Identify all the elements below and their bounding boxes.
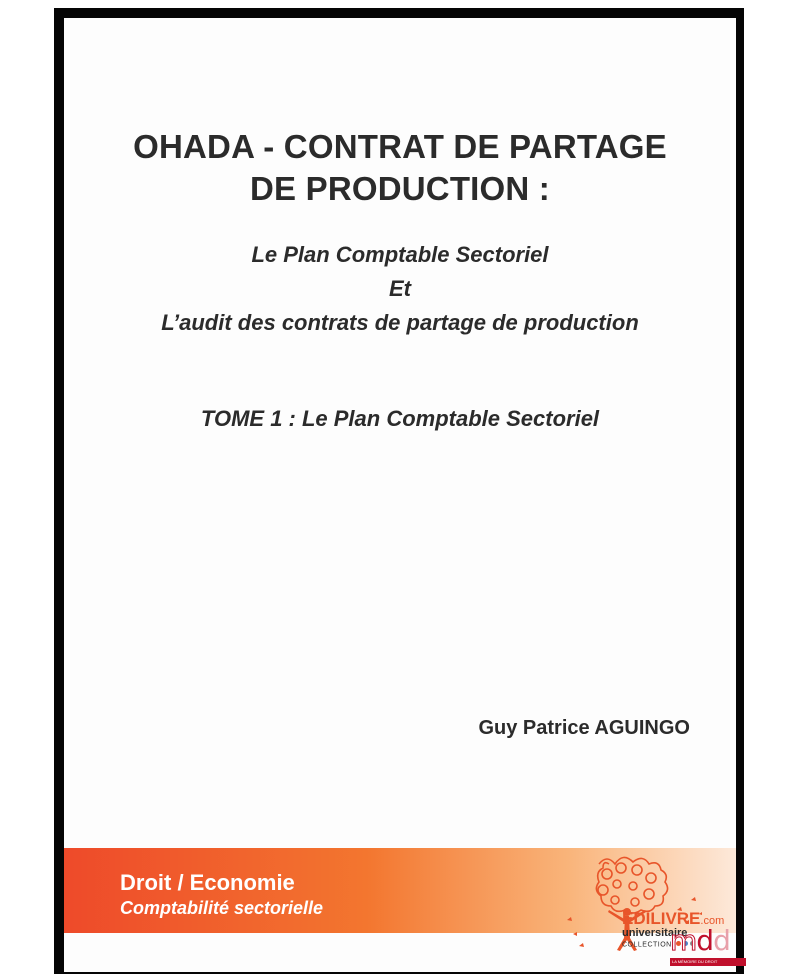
subtitle-line-3: L’audit des contrats de partage de production <box>161 310 639 335</box>
book-title <box>64 126 736 210</box>
publisher-collection: COLLECTION <box>622 940 695 949</box>
subcategory-label: Comptabilité sectorielle <box>120 898 324 918</box>
mdd-watermark-logo: mdd <box>670 924 730 957</box>
title-line-2: DE PRODUCTION : <box>250 170 550 207</box>
subtitle-line-2: Et <box>389 276 411 301</box>
publisher-imprint: universitaire <box>622 927 688 939</box>
book-subtitle <box>64 238 736 340</box>
cover-page <box>64 18 736 972</box>
category-label: Droit / Economie <box>120 870 295 895</box>
publisher-brand: EDILIVRE.com <box>622 909 725 928</box>
book-cover <box>54 8 744 974</box>
tome-label: TOME 1 : Le Plan Comptable Sectoriel <box>200 406 600 431</box>
mdd-watermark-tagline: LA MÉMOIRE DU DROIT <box>672 959 718 964</box>
subtitle-line-1: Le Plan Comptable Sectoriel <box>251 242 549 267</box>
author-name: Guy Patrice AGUINGO <box>478 717 690 739</box>
title-line-1: OHADA - CONTRAT DE PARTAGE <box>133 128 667 165</box>
